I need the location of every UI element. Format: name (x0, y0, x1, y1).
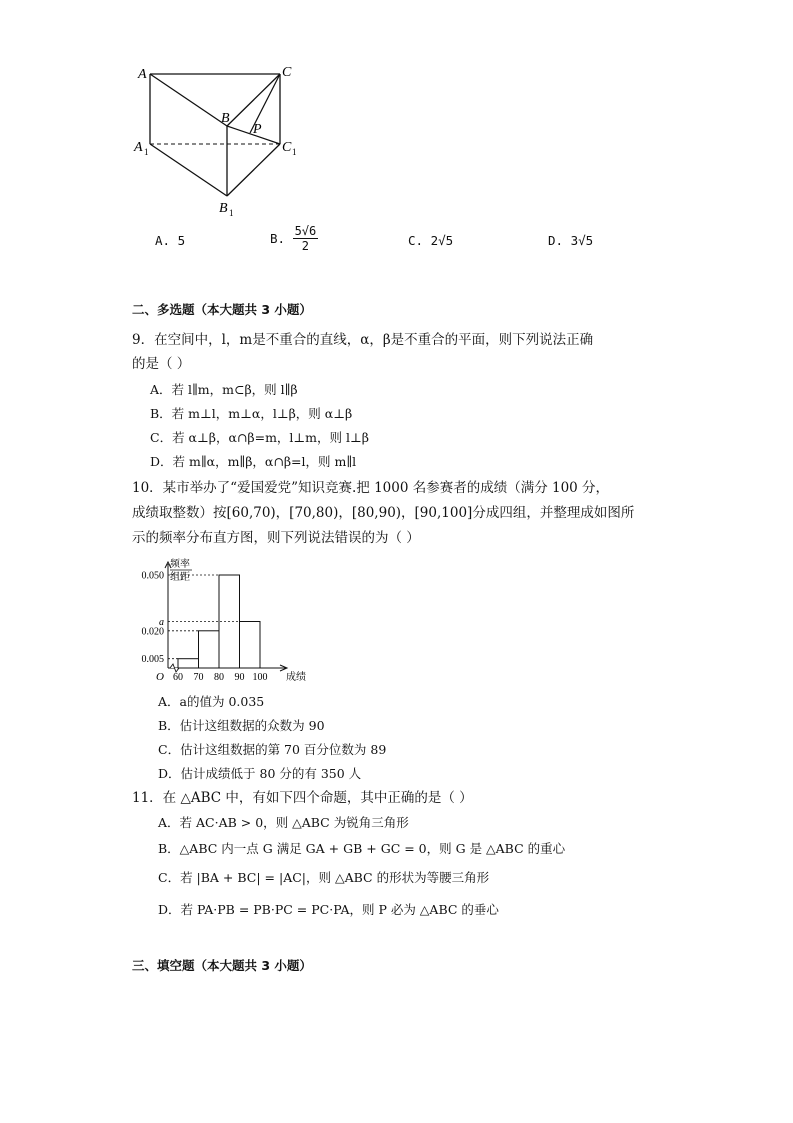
label-B1: B (219, 201, 228, 216)
q8-option-b-prefix: B. (270, 231, 293, 246)
q8-option-b (270, 224, 318, 253)
q10-option-a: A．a的值为 0.035 (158, 694, 265, 709)
label-P: P (253, 122, 262, 137)
q11-option-b: B．△ABC 内一点 G 满足 GA + GB + GC = 0，则 G 是 △ABC 的重心 (158, 841, 566, 856)
q11-option-d: D．若 PA·PB = PB·PC = PC·PA，则 P 必为 △ABC 的垂心 (158, 902, 499, 917)
label-A1-sub: 1 (144, 147, 149, 157)
bar-90 (240, 622, 261, 669)
q8-option-a: A. 5 (155, 233, 186, 248)
q8-option-d: D. 3√5 (548, 233, 594, 248)
q9-option-b: B．若 m⊥l，m⊥α，l⊥β，则 α⊥β (150, 406, 353, 421)
q9-option-d: D．若 m∥α，m∥β，α∩β=l，则 m∥l (150, 454, 357, 469)
origin-label: O (156, 671, 164, 683)
q10-stem-line1: 10．某市举办了“爱国爱党”知识竞赛.把 1000 名参赛者的成绩（满分 100 分， (132, 480, 610, 496)
q8-option-c: C. 2√5 (408, 233, 454, 248)
q10-stem-line3: 示的频率分布直方图，则下列说法错误的为（ ） (132, 530, 420, 546)
xtick-label-60: 60 (173, 672, 183, 683)
label-B: B (221, 111, 230, 126)
bar-70 (199, 631, 220, 668)
q11-option-a: A．若 AC·AB > 0，则 △ABC 为锐角三角形 (158, 815, 409, 830)
q9-stem-line2: 的是（ ） (132, 356, 191, 372)
xlabel: 成绩 (286, 672, 306, 683)
ylabel-top: 频率 (170, 559, 190, 570)
label-C1: C (282, 140, 292, 155)
q9-option-a: A．若 l∥m，m⊂β，则 l∥β (150, 382, 298, 397)
bar-60 (178, 659, 199, 668)
xtick-label-80: 80 (214, 672, 224, 683)
q8-option-b-denominator: 2 (301, 239, 310, 253)
ytick-label-2: 0.020 (141, 626, 164, 638)
q10-option-d: D．估计成绩低于 80 分的有 350 人 (158, 766, 362, 781)
q8-option-b-numerator: 5√6 (294, 224, 317, 238)
q11-option-c: C．若 |BA + BC| = |AC|，则 △ABC 的形状为等腰三角形 (158, 870, 490, 885)
q9-option-c: C．若 α⊥β，α∩β=m，l⊥m，则 l⊥β (150, 430, 369, 445)
ytick-label-3: 0.005 (141, 654, 164, 666)
section2-heading: 二、多选题（本大题共 3 小题） (132, 302, 312, 317)
label-C1-sub: 1 (292, 147, 297, 157)
ytick-label-0: 0.050 (141, 570, 164, 582)
xtick-label-70: 70 (193, 672, 204, 683)
q10-option-b: B．估计这组数据的众数为 90 (158, 718, 325, 733)
ylabel-bottom: 组距 (170, 572, 190, 583)
q9-stem-line1: 9．在空间中，l，m是不重合的直线，α，β是不重合的平面，则下列说法正确 (132, 332, 594, 348)
prism-figure (130, 60, 310, 220)
q8-option-b-fraction (293, 224, 319, 253)
xtick-label-100: 100 (252, 672, 268, 683)
label-B1-sub: 1 (229, 208, 234, 218)
label-A: A (138, 67, 147, 82)
xtick-label-90: 90 (234, 672, 245, 683)
section3-heading: 三、填空题（本大题共 3 小题） (132, 958, 312, 973)
ytick-label-1: a (159, 617, 164, 628)
q10-stem-line2: 成绩取整数）按[60,70)，[70,80)，[80,90)，[90,100]分成四组，并整理成如图所 (132, 505, 635, 521)
label-A1: A (134, 140, 143, 155)
label-C: C (282, 65, 292, 80)
q11-stem: 11．在 △ABC 中，有如下四个命题，其中正确的是（ ） (132, 790, 473, 806)
frequency-histogram (128, 556, 308, 686)
q10-option-c: C．估计这组数据的第 70 百分位数为 89 (158, 742, 387, 757)
